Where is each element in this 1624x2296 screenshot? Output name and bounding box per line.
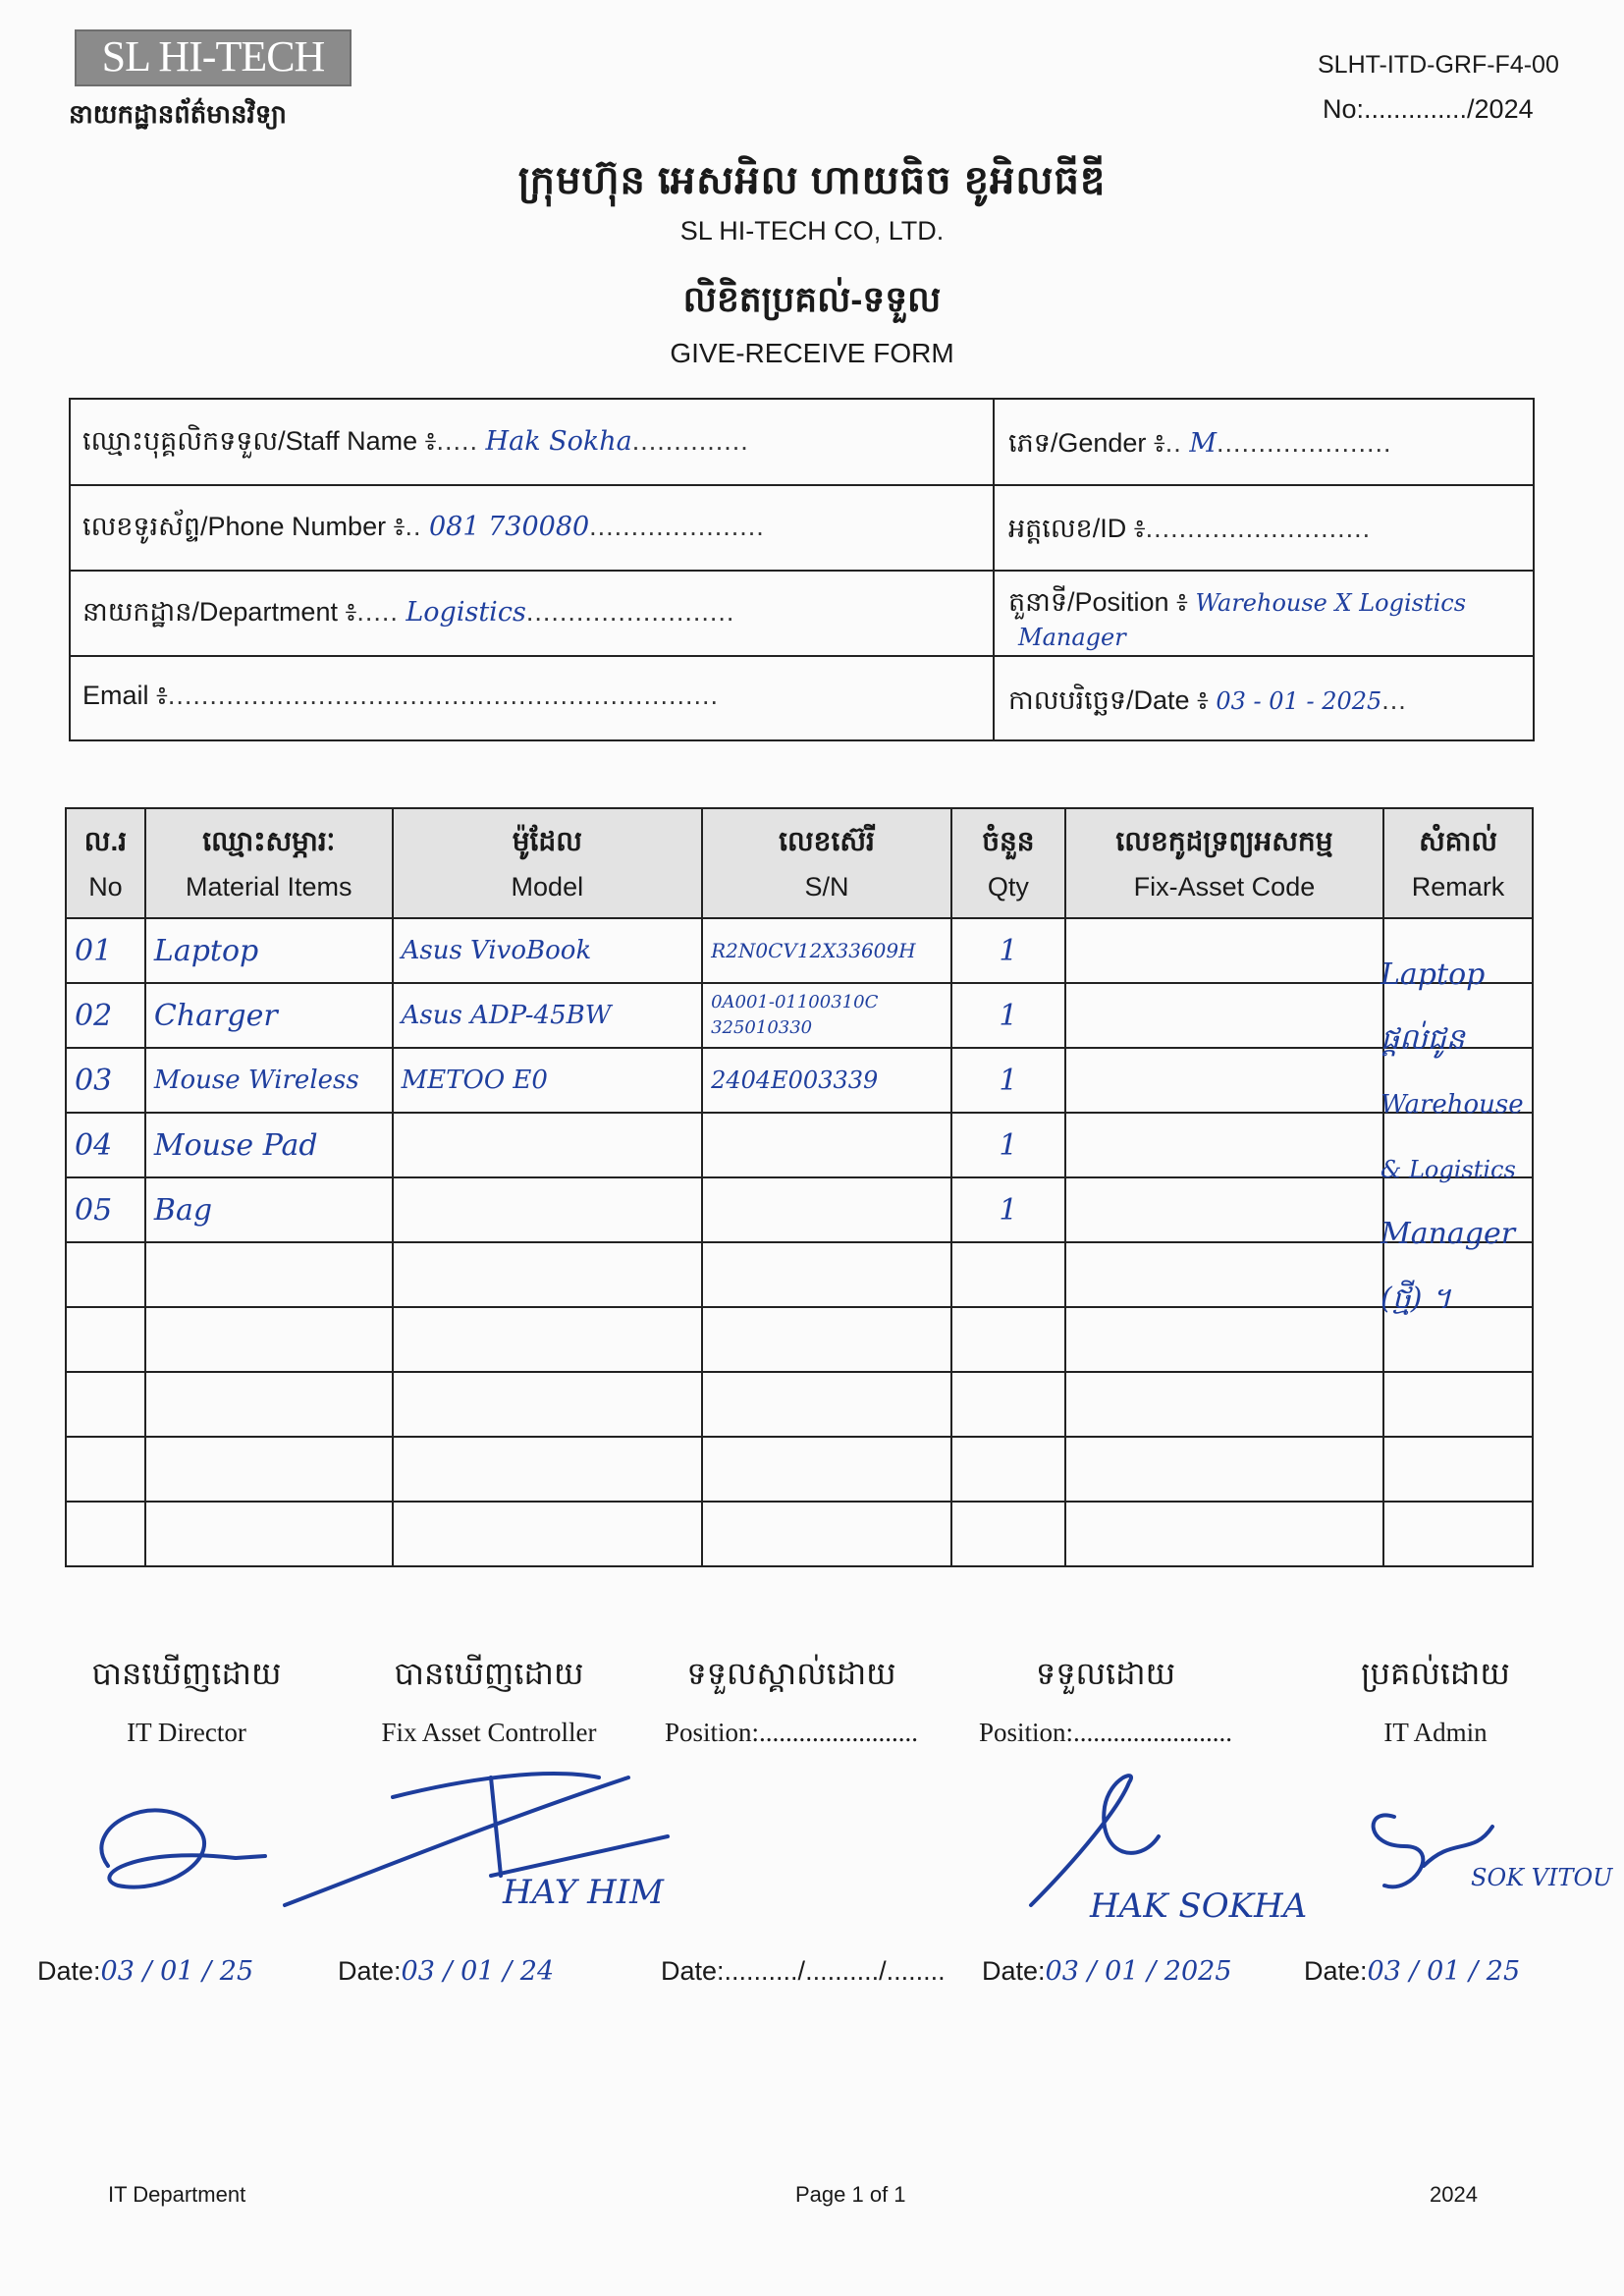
cell-asset-code[interactable]: [1065, 1177, 1383, 1242]
cell-no[interactable]: 03: [66, 1048, 145, 1113]
form-title-en: GIVE-RECEIVE FORM: [670, 338, 954, 368]
staff-info-box: [69, 398, 1535, 741]
table-row-empty: [66, 1502, 1533, 1566]
table-row: [66, 1113, 1533, 1177]
cell-model[interactable]: Asus ADP-45BW: [393, 983, 702, 1048]
col-header-sn: លេខស៊េរី S/N: [702, 808, 951, 918]
signatures-drawing: [0, 1748, 1624, 1944]
table-row: [66, 1177, 1533, 1242]
cell-item[interactable]: Mouse Wireless: [145, 1048, 393, 1113]
cell-item[interactable]: Charger: [145, 983, 393, 1048]
cell-model[interactable]: [393, 1113, 702, 1177]
company-logo: SL HI-TECH: [75, 29, 352, 86]
date-fix-asset-controller[interactable]: Date:03 / 01 / 24: [338, 1956, 555, 1987]
remark-line: ផ្តល់ជូន: [1380, 1022, 1465, 1057]
cell-item[interactable]: Laptop: [145, 918, 393, 983]
signature-it-admin: [1288, 1654, 1583, 1748]
remark-line: & Logistics: [1380, 1156, 1516, 1183]
cell-asset-code[interactable]: [1065, 1048, 1383, 1113]
form-code: SLHT-ITD-GRF-F4-00: [1318, 51, 1559, 79]
sig-title-kh: បានឃើញដោយ: [91, 1656, 282, 1691]
signed-name-admin: SOK VITOU: [1471, 1864, 1613, 1891]
date-received[interactable]: Date:03 / 01 / 2025: [982, 1956, 1232, 1987]
cell-sn[interactable]: [702, 1177, 951, 1242]
date-field[interactable]: កាលបរិច្ឆេទ/Date ៖ 03 - 01 - 2025...: [1008, 685, 1407, 715]
signature-stroke-director: [101, 1810, 236, 1886]
staff-name-label: ឈ្មោះបុគ្គលិកទទួល/Staff Name ៖: [82, 426, 437, 456]
phone-label: លេខទូរស័ព្ទ/Phone Number ៖: [82, 512, 406, 541]
sig-role: IT Director: [127, 1718, 246, 1747]
cell-qty[interactable]: 1: [951, 1048, 1065, 1113]
col-header-model: ម៉ូដែល Model: [393, 808, 702, 918]
table-row: [66, 1048, 1533, 1113]
cell-sn[interactable]: R2N0CV12X33609H: [702, 918, 951, 983]
footer-year: 2024: [1430, 2182, 1478, 2207]
cell-sn[interactable]: 0A001-01100310C 325010330: [702, 983, 951, 1048]
signed-name-controller: HAY HIM: [503, 1873, 664, 1912]
sig-role: Position:........................: [978, 1718, 1233, 1747]
signature-fix-asset-controller: [342, 1654, 636, 1748]
col-header-remark: សំគាល់ Remark: [1383, 808, 1533, 918]
footer-page: Page 1 of 1: [795, 2182, 906, 2207]
phone-value: 081 730080: [428, 512, 590, 542]
remark-note: [1380, 943, 1538, 1332]
signature-acknowledged: [644, 1654, 939, 1748]
staff-name-field[interactable]: ឈ្មោះបុគ្គលិកទទួល/Staff Name ៖..... Hak Sokha..............: [82, 426, 749, 457]
table-row: [66, 983, 1533, 1048]
cell-asset-code[interactable]: [1065, 983, 1383, 1048]
remark-line: Manager: [1380, 1217, 1516, 1251]
phone-field[interactable]: លេខទូរស័ព្ទ/Phone Number ៖.. 081 730080.....................: [82, 512, 765, 542]
col-header-qty: ចំនួន Qty: [951, 808, 1065, 918]
company-name-en: SL HI-TECH CO, LTD.: [679, 216, 945, 246]
cell-sn[interactable]: 2404E003339: [702, 1048, 951, 1113]
cell-item[interactable]: Mouse Pad: [145, 1113, 393, 1177]
id-field[interactable]: អត្តលេខ/ID ៖...........................: [1008, 514, 1372, 543]
position-field[interactable]: [1008, 586, 1466, 625]
id-label: អត្តលេខ/ID ៖: [1008, 514, 1146, 543]
sig-title-kh: ទទួលស្គាល់ដោយ: [686, 1656, 896, 1691]
table-row-empty: [66, 1307, 1533, 1372]
col-header-item: ឈ្មោះសម្ភារៈ Material Items: [145, 808, 393, 918]
items-table: [65, 807, 1534, 1567]
department-field[interactable]: នាយកដ្ឋាន/Department ៖..... Logistics.........................: [82, 597, 735, 628]
department-value: Logistics: [406, 597, 526, 628]
gender-label: ភេទ/Gender ៖: [1008, 428, 1165, 458]
table-row-empty: [66, 1437, 1533, 1502]
cell-asset-code[interactable]: [1065, 918, 1383, 983]
sig-title-kh: ប្រគល់ដោយ: [1361, 1656, 1510, 1691]
cell-qty[interactable]: 1: [951, 983, 1065, 1048]
sig-role: IT Admin: [1383, 1718, 1488, 1747]
cell-no[interactable]: 01: [66, 918, 145, 983]
sig-role: Position:........................: [664, 1718, 919, 1747]
cell-model[interactable]: METOO E0: [393, 1048, 702, 1113]
date-acknowledged[interactable]: Date:........../........../........: [661, 1956, 946, 1986]
department-label: នាយកដ្ឋាន/Department ៖: [82, 597, 357, 627]
sig-title-kh: បានឃើញដោយ: [394, 1656, 584, 1691]
cell-qty[interactable]: 1: [951, 1113, 1065, 1177]
signed-name-received: HAK SOKHA: [1090, 1886, 1308, 1926]
email-field[interactable]: Email ៖..................................................................: [82, 681, 719, 710]
col-header-asset-code: លេខកូដទ្រព្យអសកម្ម Fix-Asset Code: [1065, 808, 1383, 918]
signature-stroke-director-tail: [236, 1856, 265, 1858]
table-row: [66, 918, 1533, 983]
company-name-kh: ក្រុមហ៊ុន អេសអិល ហាយធិច ខូអិលធីឌី: [517, 159, 1107, 202]
gender-field[interactable]: ភេទ/Gender ៖.. M.....................: [1008, 428, 1392, 459]
col-header-no: ល.រ No: [66, 808, 145, 918]
gender-value: M: [1189, 428, 1217, 459]
remark-line: Laptop: [1380, 957, 1486, 992]
remark-line: Warehouse: [1380, 1090, 1524, 1120]
staff-name-value: Hak Sokha: [485, 426, 632, 457]
date-it-director[interactable]: Date:03 / 01 / 25: [37, 1956, 254, 1987]
table-row-empty: [66, 1242, 1533, 1307]
department-title-kh: នាយកដ្ឋានព័ត៌មានវិទ្យា: [69, 99, 287, 129]
signature-it-director: [39, 1654, 334, 1748]
table-row-empty: [66, 1372, 1533, 1437]
cell-no[interactable]: 05: [66, 1177, 145, 1242]
sig-role: Fix Asset Controller: [381, 1718, 597, 1747]
date-it-admin[interactable]: Date:03 / 01 / 25: [1304, 1956, 1521, 1987]
table-header-row: [66, 808, 1533, 918]
cell-asset-code[interactable]: [1065, 1113, 1383, 1177]
cell-qty[interactable]: 1: [951, 918, 1065, 983]
signature-received: [958, 1654, 1253, 1748]
cell-model[interactable]: Asus VivoBook: [393, 918, 702, 983]
position-value: Warehouse X Logistics: [1195, 589, 1467, 617]
sig-title-kh: ទទួលដោយ: [1035, 1656, 1176, 1691]
form-title-kh: លិខិតប្រគល់-ទទួល: [682, 279, 942, 319]
form-number: No:............../2024: [1323, 94, 1534, 124]
remark-line: (ថ្មី) ។: [1380, 1282, 1451, 1316]
email-label: Email ៖: [82, 681, 168, 710]
position-value-line2: Manager: [1018, 624, 1126, 651]
position-label: តួនាទី/Position ៖: [1008, 587, 1188, 617]
date-label: កាលបរិច្ឆេទ/Date ៖: [1008, 685, 1209, 715]
date-value: 03 - 01 - 2025: [1216, 687, 1382, 715]
cell-item[interactable]: Bag: [145, 1177, 393, 1242]
cell-qty[interactable]: 1: [951, 1177, 1065, 1242]
footer-department: IT Department: [108, 2182, 246, 2207]
cell-no[interactable]: 04: [66, 1113, 145, 1177]
cell-sn[interactable]: [702, 1113, 951, 1177]
cell-model[interactable]: [393, 1177, 702, 1242]
cell-no[interactable]: 02: [66, 983, 145, 1048]
